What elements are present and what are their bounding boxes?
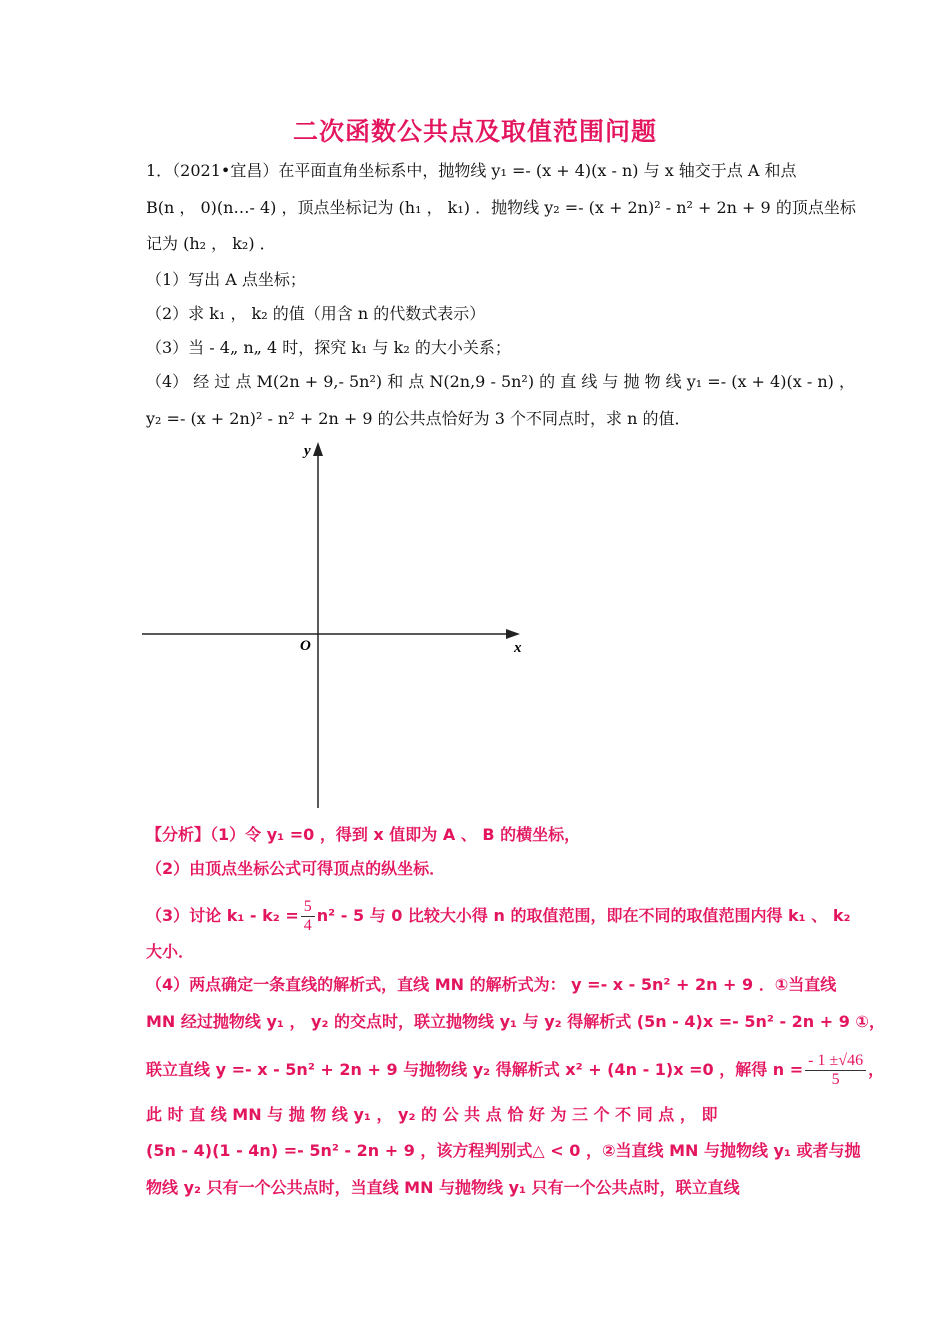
analysis-line-9: (5n - 4)(1 - 4n) =- 5n² - 2n + 9 ，该方程判别式△ < 0 ，②当直线 MN 与抛物线 y₁ 或者与抛 bbox=[146, 1141, 861, 1160]
y-axis-arrow-icon bbox=[313, 442, 323, 456]
analysis-line-3-start: （3）讨论 k₁ - k₂ = bbox=[146, 906, 299, 925]
page-title: 二次函数公共点及取值范围问题 bbox=[292, 117, 657, 146]
analysis-line-3-end: n² - 5 与 0 比较大小得 n 的取值范围，即在不同的取值范围内得 k₁ 、 k₂ bbox=[316, 906, 851, 925]
analysis-line-7-start: 联立直线 y =- x - 5n² + 2n + 9 与抛物线 y₂ 得解析式 x² + (4n - 1)x =0 ，解得 n = bbox=[146, 1060, 804, 1079]
analysis-line-7-end: ， bbox=[868, 1060, 885, 1079]
x-axis-arrow-icon bbox=[506, 629, 520, 639]
question-1: （1）写出 A 点坐标； bbox=[146, 270, 306, 289]
question-3: （3）当 - 4„ n„ 4 时，探究 k₁ 与 k₂ 的大小关系； bbox=[146, 338, 511, 357]
analysis-line-10: 物线 y₂ 只有一个公共点时，当直线 MN 与抛物线 y₁ 只有一个公共点时，联立直线 bbox=[146, 1178, 740, 1197]
analysis-line-2: （2）由顶点坐标公式可得顶点的纵坐标． bbox=[146, 859, 446, 878]
problem-line-2: B(n ， 0)(n…- 4) ，顶点坐标记为 (h₁ ， k₁) ．抛物线 y₂ =- (x + 2n)² - n² + 2n + 9 的顶点坐标 bbox=[146, 198, 856, 217]
analysis-line-1: 【分析】（1）令 y₁ =0 ，得到 x 值即为 A 、 B 的横坐标， bbox=[146, 825, 581, 844]
y-axis-label: y bbox=[304, 443, 311, 459]
question-4-line-2: y₂ =- (x + 2n)² - n² + 2n + 9 的公共点恰好为 3 个不同点时，求 n 的值． bbox=[146, 409, 691, 428]
fraction-numerator: 5 bbox=[301, 898, 315, 917]
question-2: （2）求 k₁ ， k₂ 的值（用含 n 的代数式表示） bbox=[146, 304, 486, 323]
x-axis-label: x bbox=[514, 640, 522, 656]
fraction-root-46 bbox=[805, 1052, 866, 1089]
analysis-line-4: 大小． bbox=[146, 942, 195, 961]
fraction-denominator: 4 bbox=[303, 917, 312, 934]
problem-line-3: 记为 (h₂ ， k₂) ． bbox=[146, 234, 276, 253]
coordinate-axes bbox=[140, 436, 540, 812]
analysis-line-8: 此 时 直 线 MN 与 抛 物 线 y₁ ， y₂ 的 公 共 点 恰 好 为 三 个 不 同 点 ， 即 bbox=[146, 1105, 718, 1124]
origin-label: O bbox=[300, 638, 311, 654]
fraction-five-quarters bbox=[301, 898, 315, 935]
analysis-line-3 bbox=[146, 898, 851, 935]
analysis-line-6: MN 经过抛物线 y₁ ， y₂ 的交点时，联立抛物线 y₁ 与 y₂ 得解析式 (5n - 4)x =- 5n² - 2n + 9 ①， bbox=[146, 1012, 885, 1031]
fraction-denominator: 5 bbox=[831, 1071, 840, 1088]
fraction-numerator: - 1 ±√46 bbox=[805, 1052, 866, 1071]
question-4-line-1: （4） 经 过 点 M(2n + 9,- 5n²) 和 点 N(2n,9 - 5n²) 的 直 线 与 抛 物 线 y₁ =- (x + 4)(x - n) ， bbox=[146, 372, 855, 391]
analysis-line-5: （4）两点确定一条直线的解析式，直线 MN 的解析式为： y =- x - 5n² + 2n + 9 ．①当直线 bbox=[146, 975, 837, 994]
problem-line-1: 1．（2021•宜昌）在平面直角坐标系中，抛物线 y₁ =- (x + 4)(x - n) 与 x 轴交于点 A 和点 bbox=[146, 161, 797, 180]
